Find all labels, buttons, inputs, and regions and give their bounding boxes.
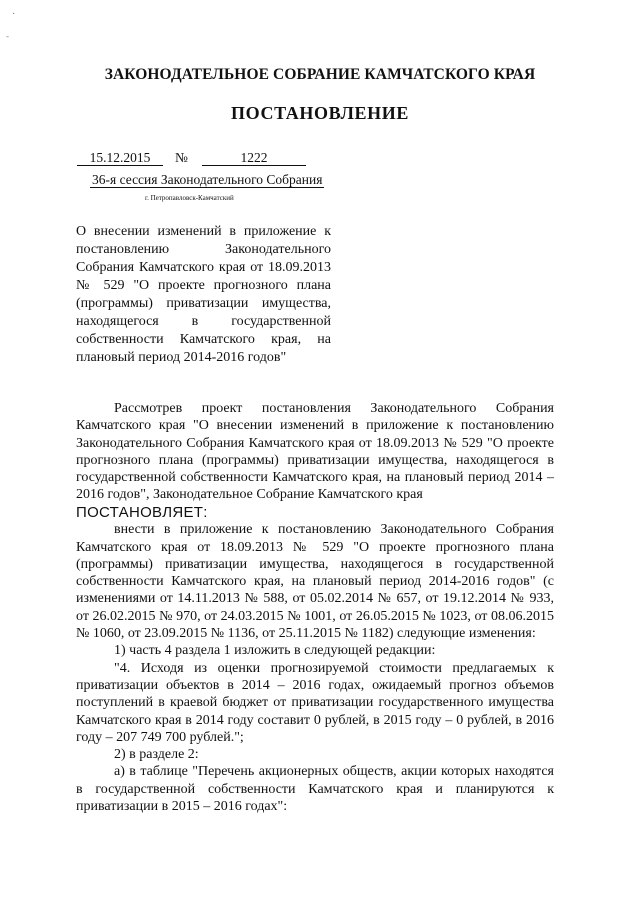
paragraph-item-1: 1) часть 4 раздела 1 изложить в следующей редакции: bbox=[114, 643, 436, 659]
assembly-heading: ЗАКОНОДАТЕЛЬНОЕ СОБРАНИЕ КАМЧАТСКОГО КРАЯ bbox=[104, 66, 536, 83]
paragraph-item-2: 2) в разделе 2: bbox=[114, 747, 199, 763]
session-line bbox=[90, 172, 324, 188]
document-number bbox=[202, 150, 306, 166]
document-type-heading: ПОСТАНОВЛЕНИЕ bbox=[231, 103, 409, 123]
decree-word: ПОСТАНОВЛЯЕТ: bbox=[76, 503, 208, 521]
subject-text: О внесении изменений в приложение к постановлению Законодательного Собрания Камчатского края от 18.09.2013 № 529 "О проекте прогнозного плана (программы) приватизации имущества, находящегося в государственной собственности Камчатского края, на плановый период 2014-2016 годов" bbox=[76, 224, 331, 365]
paragraph-quote: "4. Исходя из оценки прогнозируемой стоимости предлагаемых к приватизации объектов в 2014 – 2016 годах, ожидаемый прогноз объемов поступлений в краевой бюджет от приватизации государственного имущества Камчатского края в 2014 году составит 0 рублей, в 2015 году – 0 рублей, в 2016 году – 207 749 700 рублей."; bbox=[76, 660, 554, 745]
scan-mark-2: - bbox=[6, 31, 9, 41]
intro-paragraph: Рассмотрев проект постановления Законодательного Собрания Камчатского края "О внесении изменений в приложение к постановлению Законодательного Собрания Камчатского края от 18.09.2013 № 529 "О проекте прогнозного плана (программы) приватизации имущества, находящегося в государственной собственности Камчатского края, на плановый период 2014 – 2016 годов", Законодательное Собрание Камчатского края bbox=[76, 401, 554, 503]
paragraph-changes: внести в приложение к постановлению Законодательного Собрания Камчатского края от 18.09.2013 № 529 "О проекте прогнозного плана (программы) приватизации имущества, находящегося в государственной собственности Камчатского края, на плановый период 2014-2016 годов" (с изменениями от 14.11.2013 № 588, от 05.02.2014 № 657, от 19.12.2014 № 933, от 26.02.2015 № 970, от 24.03.2015 № 1001, от 26.05.2015 № 1023, от 08.06.2015 № 1060, от 23.09.2015 № 1136, от 25.11.2015 № 1182) следующие изменения: bbox=[76, 522, 554, 642]
document-subject bbox=[76, 223, 331, 367]
document-body bbox=[76, 400, 554, 815]
scan-mark: · bbox=[12, 9, 16, 20]
session-value: 36-я сессия Законодательного Собрания bbox=[92, 172, 323, 187]
document-date bbox=[77, 150, 163, 166]
number-value: 1222 bbox=[202, 151, 306, 166]
number-sign: № bbox=[175, 150, 188, 165]
city-line: г. Петропавловск-Камчатский bbox=[145, 194, 234, 202]
date-value: 15.12.2015 bbox=[77, 151, 163, 166]
paragraph-item-2a: а) в таблице "Перечень акционерных обществ, акции которых находятся в государственной собственности Камчатского края и планируются к приватизации в 2015 – 2016 годах": bbox=[76, 764, 554, 815]
